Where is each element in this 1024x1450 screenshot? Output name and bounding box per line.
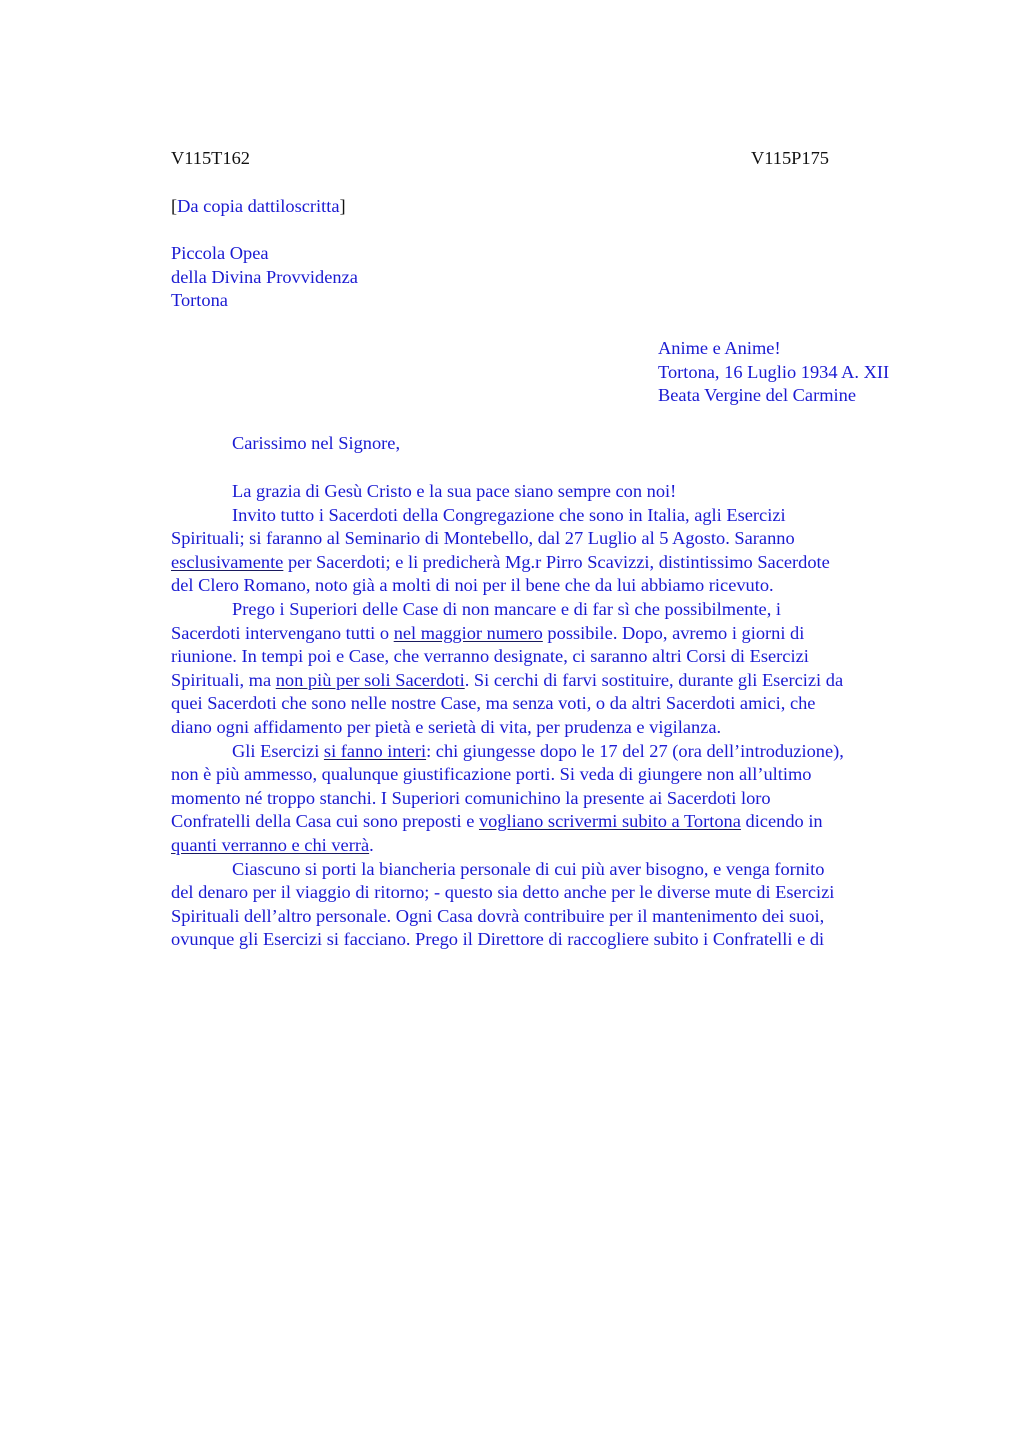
body-line [171,622,931,646]
dateline-place-date: Tortona, 16 Luglio 1934 A. XII [658,361,890,382]
body-line: del Clero Romano, noto già a molti di noi per il bene che da lui abbiamo ricevuto. [171,575,774,596]
letter-body [171,480,931,952]
source-note-open-bracket: [ [171,196,178,216]
organization-line: della Divina Provvidenza [171,266,358,287]
underlined-phrase: vogliano scrivermi subito a Tortona [478,811,741,832]
body-line [171,669,931,693]
body-text-segment: possibile. Dopo, avremo i giorni di [542,622,805,643]
body-line [171,740,931,764]
body-line: diano ogni affidamento per pietà e serietà di vita, per prudenza e vigilanza. [171,716,722,737]
dateline-block [658,337,889,408]
body-text-segment: dicendo in [740,811,823,832]
body-line: Ciascuno si porti la biancheria personale di cui più aver bisogno, e venga fornito [232,858,825,879]
salutation: Carissimo nel Signore, [232,433,401,453]
underlined-phrase: non più per soli Sacerdoti [275,669,465,690]
body-line: quei Sacerdoti che sono nelle nostre Case, ma senza voti, o da altri Sacerdoti amici, che [171,693,816,714]
source-note-text: Da copia dattiloscritta [177,196,340,216]
underlined-phrase: si fanno interi [323,740,427,761]
body-text-segment: Confratelli della Casa cui sono preposti e [171,811,479,832]
organization-line: Piccola Opea [171,243,269,263]
organization-block [171,242,358,313]
document-code-left: V115T162 [171,148,251,168]
source-note [171,195,346,219]
dateline-feast: Beata Vergine del Carmine [658,385,856,406]
body-text-segment: Gli Esercizi [232,740,324,761]
document-code-right: V115P175 [751,148,829,168]
underlined-phrase: esclusivamente [171,551,284,572]
body-text-segment: . Si cerchi di farvi sostituire, durante gli Esercizi da [464,669,844,690]
body-text-segment: per Sacerdoti; e li predicherà Mg.r Pirro Scavizzi, distintissimo Sacerdote [283,551,830,572]
source-note-close-bracket: ] [339,196,346,216]
underlined-phrase: nel maggior numero [393,622,543,643]
body-text-segment: Spirituali, ma [171,669,276,690]
body-text-segment: . [369,834,374,855]
body-line: Spirituali dell’altro personale. Ogni Casa dovrà contribuire per il mantenimento dei suoi, [171,905,825,926]
body-line: Spirituali; si faranno al Seminario di Montebello, dal 27 Luglio al 5 Agosto. Saranno [171,528,795,549]
body-text-segment: Sacerdoti intervengano tutti o [171,622,394,643]
body-line: Prego i Superiori delle Case di non mancare e di far sì che possibilmente, i [232,598,782,619]
body-line: ovunque gli Esercizi si facciano. Prego il Direttore di raccogliere subito i Confratelli e di [171,929,825,950]
body-text-segment: : chi giungesse dopo le 17 del 27 (ora dell’introduzione), [426,740,844,761]
body-line: non è più ammesso, qualunque giustificazione porti. Si veda di giungere non all’ultimo [171,764,812,785]
body-line [171,810,931,834]
body-line: riunione. In tempi poi e Case, che verranno designate, ci saranno altri Corsi di Esercizi [171,646,809,667]
body-line [171,551,931,575]
body-line: del denaro per il viaggio di ritorno; - questo sia detto anche per le diverse mute di Esercizi [171,882,835,903]
body-line: momento né troppo stanchi. I Superiori comunichino la presente ai Sacerdoti loro [171,787,771,808]
body-line [171,834,931,858]
underlined-phrase: quanti verranno e chi verrà [171,834,370,855]
organization-line: Tortona [171,290,228,311]
body-line: Invito tutto i Sacerdoti della Congregazione che sono in Italia, agli Esercizi [232,504,786,525]
dateline-motto: Anime e Anime! [658,338,781,358]
body-line: La grazia di Gesù Cristo e la sua pace siano sempre con noi! [232,481,677,501]
